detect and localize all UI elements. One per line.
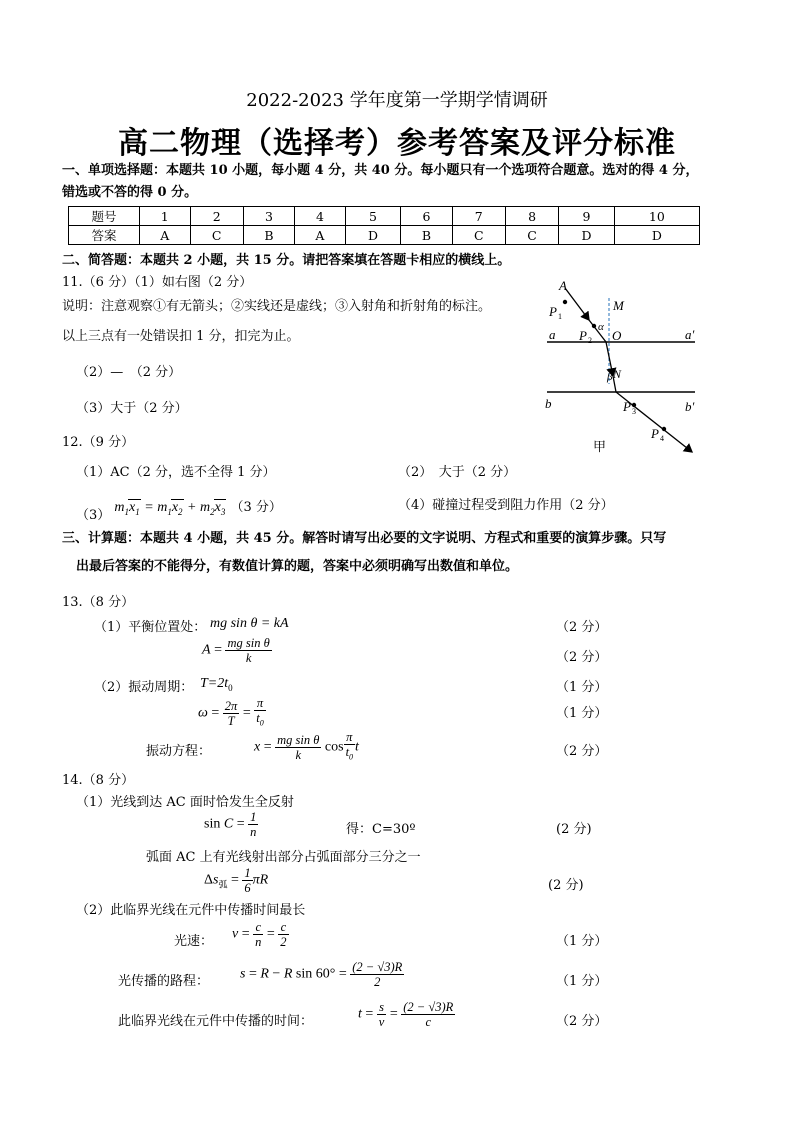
q14-speed-eq: v = $\frac{c}{n}$ = $\frac{c}{2}$ — [232, 920, 287, 949]
table-cell: A — [140, 226, 191, 245]
q11-line5: （3）大于（2 分） — [76, 401, 188, 416]
label-A: A — [559, 278, 567, 293]
q14-time-label: 此临界光线在元件中传播的时间： — [118, 1014, 314, 1029]
table-cell: C — [190, 226, 243, 245]
q11-line1: 11.（6 分）（1）如右图（2 分） — [62, 275, 253, 290]
q13-step3-eq-sub: 0 — [228, 682, 233, 693]
label-N: N — [613, 367, 622, 381]
q14-path-score: （1 分） — [556, 974, 608, 989]
table-cell: 9 — [559, 207, 615, 226]
label-P1-sub: 1 — [558, 312, 562, 321]
q13-step3-eq-text: T=2t — [200, 676, 229, 691]
q14-title: 14.（8 分） — [62, 773, 135, 788]
label-P4-sub: 4 — [660, 434, 664, 443]
q14-path-eq: s = R − R sin 60° = $\frac{(2 - √3)R}{2}$ — [240, 960, 403, 989]
q14-critical-angle-eq: sin C = $\frac{1}{n}$ — [204, 810, 257, 839]
table-cell: 10 — [614, 207, 699, 226]
label-P2: P — [579, 328, 587, 343]
q14-arc-score: (2 分) — [548, 878, 584, 893]
q14-part2-label: （2）此临界光线在元件中传播时间最长 — [76, 903, 306, 918]
q12-item3-score: （3 分） — [230, 500, 282, 515]
q14-time-score: （2 分） — [556, 1014, 608, 1029]
row-label-number: 题号 — [69, 207, 140, 226]
q14-part1-score: (2 分) — [556, 822, 592, 837]
q14-speed-label: 光速： — [174, 934, 214, 949]
table-cell: A — [295, 226, 346, 245]
label-alpha: α — [598, 321, 604, 333]
table-cell: 2 — [190, 207, 243, 226]
table-cell: 4 — [295, 207, 346, 226]
section3-heading: 三、计算题：本题共 4 小题，共 45 分。解答时请写出必要的文字说明、方程式和重要的演算步骤。只写 — [62, 531, 667, 546]
row-label-answer: 答案 — [69, 226, 140, 245]
table-cell: D — [614, 226, 699, 245]
q13-step1-eq: mg sin θ = kA — [210, 616, 289, 631]
label-O: O — [612, 328, 622, 343]
label-P1: P — [549, 304, 557, 319]
label-a: a — [549, 327, 556, 342]
pin-p2 — [592, 324, 596, 328]
q12-item1: （1）AC（2 分，选不全得 1 分） — [76, 465, 276, 480]
label-beta: β — [607, 371, 613, 383]
section3-heading-cont: 出最后答案的不能得分，有数值计算的题，答案中必须明确写出数值和单位。 — [76, 559, 519, 574]
q13-step5-score: （2 分） — [556, 744, 608, 759]
q14-part1-label: （1）光线到达 AC 面时恰发生全反射 — [76, 795, 294, 810]
q13-step5-eq: x = $\frac{\text{mg sin θ}}{k}$ cos $\frac{\pi}{t_0}$ t — [254, 730, 359, 762]
q13-step1-label: （1）平衡位置处： — [94, 620, 207, 635]
exam-title: 2022-2023 学年度第一学期学情调研 — [246, 90, 548, 111]
table-cell: B — [401, 226, 452, 245]
table-cell: 7 — [452, 207, 505, 226]
q13-step3-label: （2）振动周期： — [94, 680, 194, 695]
label-P4: P — [651, 426, 659, 441]
q13-step4-eq: ω = $\frac{2\pi}{T}$ = $\frac{\pi}{t_0}$ — [198, 696, 264, 728]
table-cell: 1 — [140, 207, 191, 226]
q12-item4: （4）碰撞过程受到阻力作用（2 分） — [398, 498, 614, 513]
table-cell: 8 — [505, 207, 558, 226]
q13-step3-eq — [200, 676, 233, 693]
table-cell: C — [505, 226, 558, 245]
pin-p1 — [563, 300, 567, 304]
q11-line4: （2）— （2 分） — [76, 365, 182, 380]
table-row-numbers — [69, 207, 700, 226]
table-cell: C — [452, 226, 505, 245]
label-P3-sub: 3 — [632, 407, 636, 416]
table-cell: D — [559, 226, 615, 245]
label-b-prime: b′ — [685, 399, 695, 414]
q14-part1-result: 得：C=30º — [346, 822, 416, 837]
label-a-prime: a′ — [685, 327, 695, 342]
label-b: b — [545, 396, 552, 411]
table-row-answers — [69, 226, 700, 245]
q14-path-label: 光传播的路程： — [118, 974, 210, 989]
q14-arc-eq: $\Delta s_弧$ = $\frac{1}{6}$ πR — [204, 866, 269, 895]
q13-step5-label: 振动方程： — [146, 744, 212, 759]
table-cell: B — [243, 226, 294, 245]
q14-arc-text: 弧面 AC 上有光线射出部分占弧面部分三分之一 — [146, 850, 421, 865]
q12-item3 — [76, 500, 282, 525]
table-cell: D — [345, 226, 401, 245]
answer-key-title: 高二物理（选择考）参考答案及评分标准 — [118, 126, 676, 161]
section1-heading: 一、单项选择题：本题共 10 小题，每小题 4 分，共 40 分。每小题只有一个选项符合题意。选对的得 4 分， — [62, 163, 699, 178]
q13-title: 13.（8 分） — [62, 595, 135, 610]
q11-line3: 以上三点有一处错误扣 1 分，扣完为止。 — [62, 329, 300, 344]
label-P3: P — [623, 399, 631, 414]
section1-heading-cont: 错选或不答的得 0 分。 — [62, 185, 198, 200]
q14-speed-score: （1 分） — [556, 934, 608, 949]
momentum-equation: $m_1x_1 = m_1x_2 + m_2x_3$ — [114, 500, 226, 517]
q13-step1-score: （2 分） — [556, 620, 608, 635]
table-cell: 3 — [243, 207, 294, 226]
refraction-diagram — [535, 278, 715, 458]
pin-p4 — [662, 427, 666, 431]
q12-item2: （2） 大于（2 分） — [398, 465, 517, 480]
q13-step2-score: （2 分） — [556, 650, 608, 665]
diagram-caption: 甲 — [593, 440, 607, 455]
answer-table — [68, 206, 700, 245]
q12-item3-prefix: （3） — [76, 508, 111, 523]
q13-step3-score: （1 分） — [556, 680, 608, 695]
label-M: M — [613, 298, 624, 313]
incident-ray — [565, 288, 589, 320]
q13-step2-eq: A = $\frac{\text{mg sin θ}}{k}$ — [202, 636, 270, 665]
q14-time-eq: t = $\frac{s}{v}$ = $\frac{(2 - √3)R}{c}$ — [358, 1000, 454, 1029]
q11-line2: 说明：注意观察①有无箭头；②实线还是虚线；③入射角和折射角的标注。 — [62, 299, 492, 314]
q12-title: 12.（9 分） — [62, 435, 135, 450]
label-P2-sub: 2 — [588, 336, 592, 345]
q13-step4-score: （1 分） — [556, 706, 608, 721]
section2-heading: 二、简答题：本题共 2 小题，共 15 分。请把答案填在答题卡相应的横线上。 — [62, 253, 511, 268]
table-cell: 6 — [401, 207, 452, 226]
table-cell: 5 — [345, 207, 401, 226]
